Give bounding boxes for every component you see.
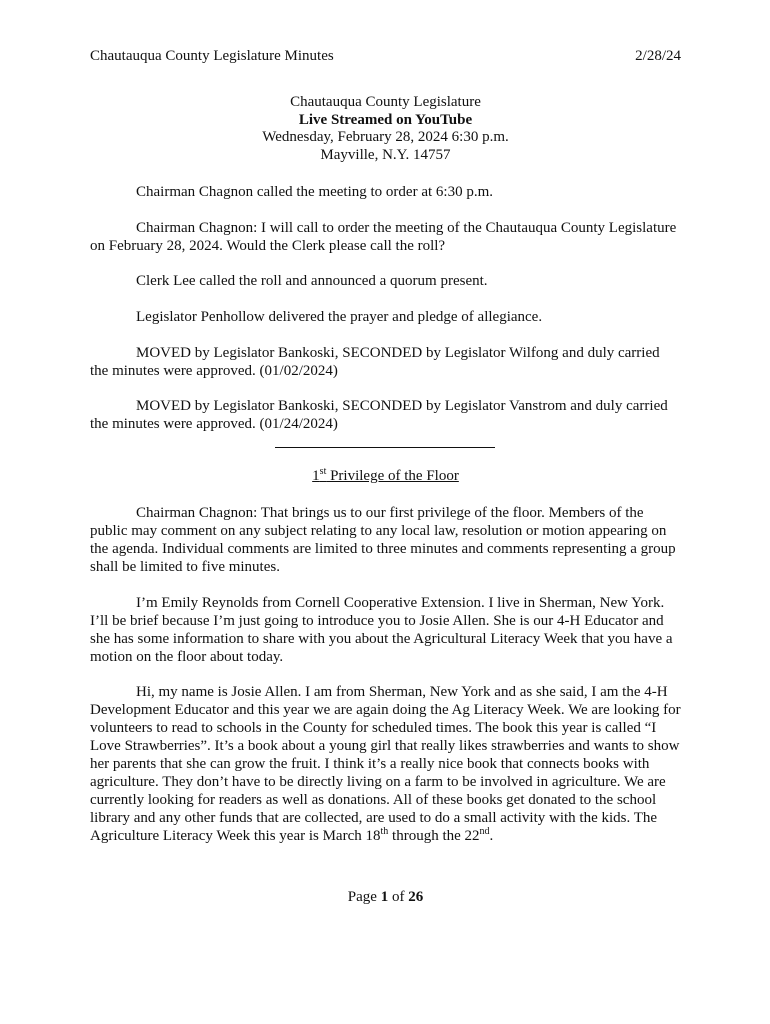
page-footer <box>90 888 681 906</box>
title-location: Mayville, N.Y. 14757 <box>320 146 451 163</box>
paragraph-privilege-intro: Chairman Chagnon: That brings us to our first privilege of the floor. Members of the public may comment on any subject relating to any local law, resolution or motion appearing on the agenda. Individual comments are limited to three minutes and comments representing a group shall be limited to five minutes. <box>90 505 676 575</box>
header-title: Chautauqua County Legislature Minutes <box>90 48 334 64</box>
paragraph-emily-reynolds: I’m Emily Reynolds from Cornell Cooperative Extension. I live in Sherman, New York. I’ll be brief because I’m just going to introduce you to Josie Allen. She is our 4-H Educator and she has some information to share with you about the Agricultural Literacy Week that you have a motion on the floor about today. <box>90 595 673 665</box>
footer-of-word: of <box>388 889 409 905</box>
title-block <box>90 94 681 164</box>
title-stream: Live Streamed on YouTube <box>298 111 473 128</box>
footer-page-word: Page <box>347 889 381 905</box>
josie-text-mid: through the 22 <box>388 828 480 844</box>
paragraph-motion-2: MOVED by Legislator Bankoski, SECONDED by Legislator Vanstrom and duly carried the minutes were approved. (01/24/2024) <box>90 398 668 432</box>
section-ordinal: st <box>319 466 327 477</box>
running-header <box>90 47 681 65</box>
section-title: Privilege of the Floor <box>326 468 459 484</box>
paragraph-josie-allen <box>90 683 681 845</box>
paragraph-motion-1: MOVED by Legislator Bankoski, SECONDED by Legislator Wilfong and duly carried the minutes were approved. (01/02/2024) <box>90 345 660 379</box>
section-number: 1 <box>312 468 320 484</box>
section-divider <box>275 447 495 448</box>
footer-page-total: 26 <box>408 889 424 905</box>
ordinal-th: th <box>380 826 389 837</box>
paragraph-prayer: Legislator Penhollow delivered the prayer and pledge of allegiance. <box>136 309 543 325</box>
title-datetime: Wednesday, February 28, 2024 6:30 p.m. <box>262 129 509 145</box>
paragraph-call-to-order: Chairman Chagnon called the meeting to order at 6:30 p.m. <box>136 184 493 200</box>
paragraph-quorum: Clerk Lee called the roll and announced a quorum present. <box>136 273 488 289</box>
ordinal-nd: nd <box>479 826 490 837</box>
josie-text-end: . <box>489 828 494 844</box>
footer-page-number: 1 <box>380 889 389 905</box>
josie-text: Hi, my name is Josie Allen. I am from Sherman, New York and as she said, I am the 4-H Development Educator and this year we are again doing the Ag Literacy Week. We are looking for volunteers to read to schools in the County for scheduled times. The book this year is called “I Love Strawberries”. It’s a book about a young girl that really likes strawberries and wants to show her parents that she can grow the fruit. I think it’s a really nice book that connects books with agriculture. They don’t have to be directly living on a farm to be involved in agriculture. We are currently looking for readers as well as donations. All of these books get donated to the school library and any other funds that are collected, are used to do a small activity with the kids. The Agriculture Literacy Week this year is March 18 <box>90 684 681 844</box>
section-heading <box>90 467 681 485</box>
header-date: 2/28/24 <box>635 48 681 64</box>
title-organization: Chautauqua County Legislature <box>290 94 481 110</box>
paragraph-chairman-roll: Chairman Chagnon: I will call to order the meeting of the Chautauqua County Legislature on February 28, 2024. Would the Clerk please call the roll? <box>90 220 677 254</box>
